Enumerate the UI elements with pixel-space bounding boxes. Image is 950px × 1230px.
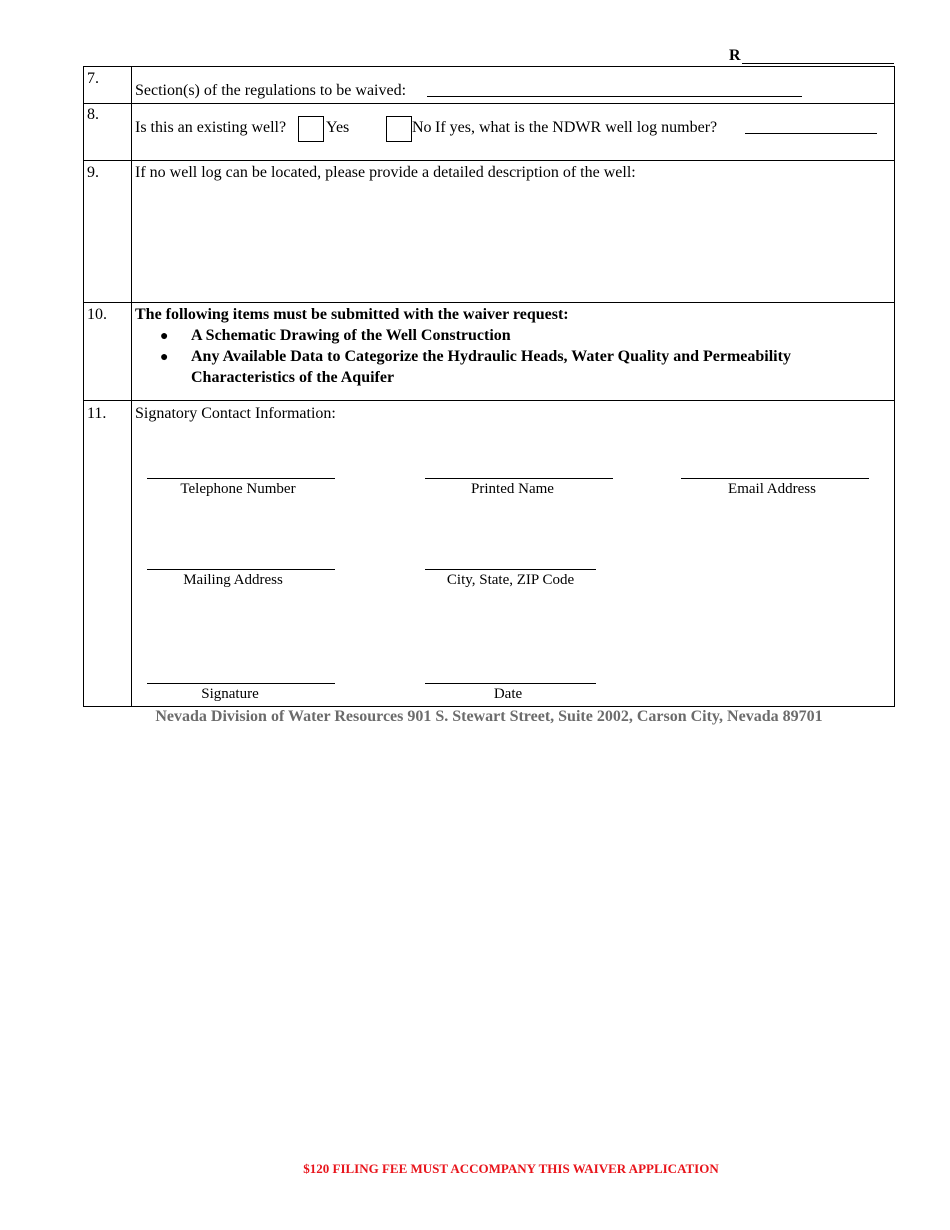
filing-fee-notice: $120 FILING FEE MUST ACCOMPANY THIS WAIVER APPLICATION (303, 1161, 719, 1176)
signature-input-line[interactable] (147, 683, 335, 684)
city-state-zip-caption: City, State, ZIP Code (446, 572, 575, 588)
existing-well-question: Is this an existing well? (135, 119, 287, 136)
row-number: 8. (87, 106, 99, 123)
email-input-line[interactable] (681, 478, 869, 479)
row-number: 9. (87, 164, 99, 181)
row-divider (83, 400, 895, 401)
row-number: 7. (87, 70, 99, 87)
table-left-border (83, 66, 84, 707)
bullet-icon: ● (160, 329, 169, 344)
well-description-area[interactable] (135, 186, 890, 296)
mailing-address-caption: Mailing Address (183, 572, 283, 588)
date-caption: Date (493, 686, 523, 702)
no-label: No (412, 119, 432, 136)
row-divider (83, 160, 895, 161)
row-number: 10. (87, 306, 107, 323)
row-number: 11. (87, 405, 107, 422)
bullet-icon: ● (160, 350, 169, 365)
city-state-zip-input-line[interactable] (425, 569, 596, 570)
telephone-caption: Telephone Number (180, 481, 296, 497)
regulations-input-line[interactable] (427, 96, 802, 97)
reference-number-line[interactable] (742, 63, 894, 64)
no-checkbox[interactable] (386, 116, 412, 142)
table-bottom-border (83, 706, 895, 707)
reference-label: R (729, 47, 741, 64)
table-right-border (894, 66, 895, 707)
row-divider (83, 302, 895, 303)
table-top-border (83, 66, 895, 67)
well-log-question: If yes, what is the NDWR well log number? (435, 119, 718, 136)
agency-address: Nevada Division of Water Resources 901 S. Stewart Street, Suite 2002, Carson City, Nevada 89701 (155, 708, 823, 725)
signature-caption: Signature (201, 686, 259, 702)
required-item: A Schematic Drawing of the Well Construction (191, 327, 511, 344)
yes-checkbox[interactable] (298, 116, 324, 142)
yes-label: Yes (326, 119, 350, 136)
required-item: Any Available Data to Categorize the Hydraulic Heads, Water Quality and Permeability (191, 348, 791, 365)
regulations-label: Section(s) of the regulations to be waived: (135, 82, 407, 99)
printed-name-caption: Printed Name (471, 481, 554, 497)
well-description-label: If no well log can be located, please provide a detailed description of the well: (135, 164, 636, 181)
date-input-line[interactable] (425, 683, 596, 684)
signatory-heading: Signatory Contact Information: (135, 405, 336, 422)
required-item-continuation: Characteristics of the Aquifer (191, 369, 395, 386)
column-divider (131, 66, 132, 707)
required-items-heading: The following items must be submitted with the waiver request: (135, 306, 569, 323)
row-divider (83, 103, 895, 104)
mailing-address-input-line[interactable] (147, 569, 335, 570)
telephone-input-line[interactable] (147, 478, 335, 479)
printed-name-input-line[interactable] (425, 478, 613, 479)
email-caption: Email Address (728, 481, 816, 497)
well-log-number-input-line[interactable] (745, 133, 877, 134)
